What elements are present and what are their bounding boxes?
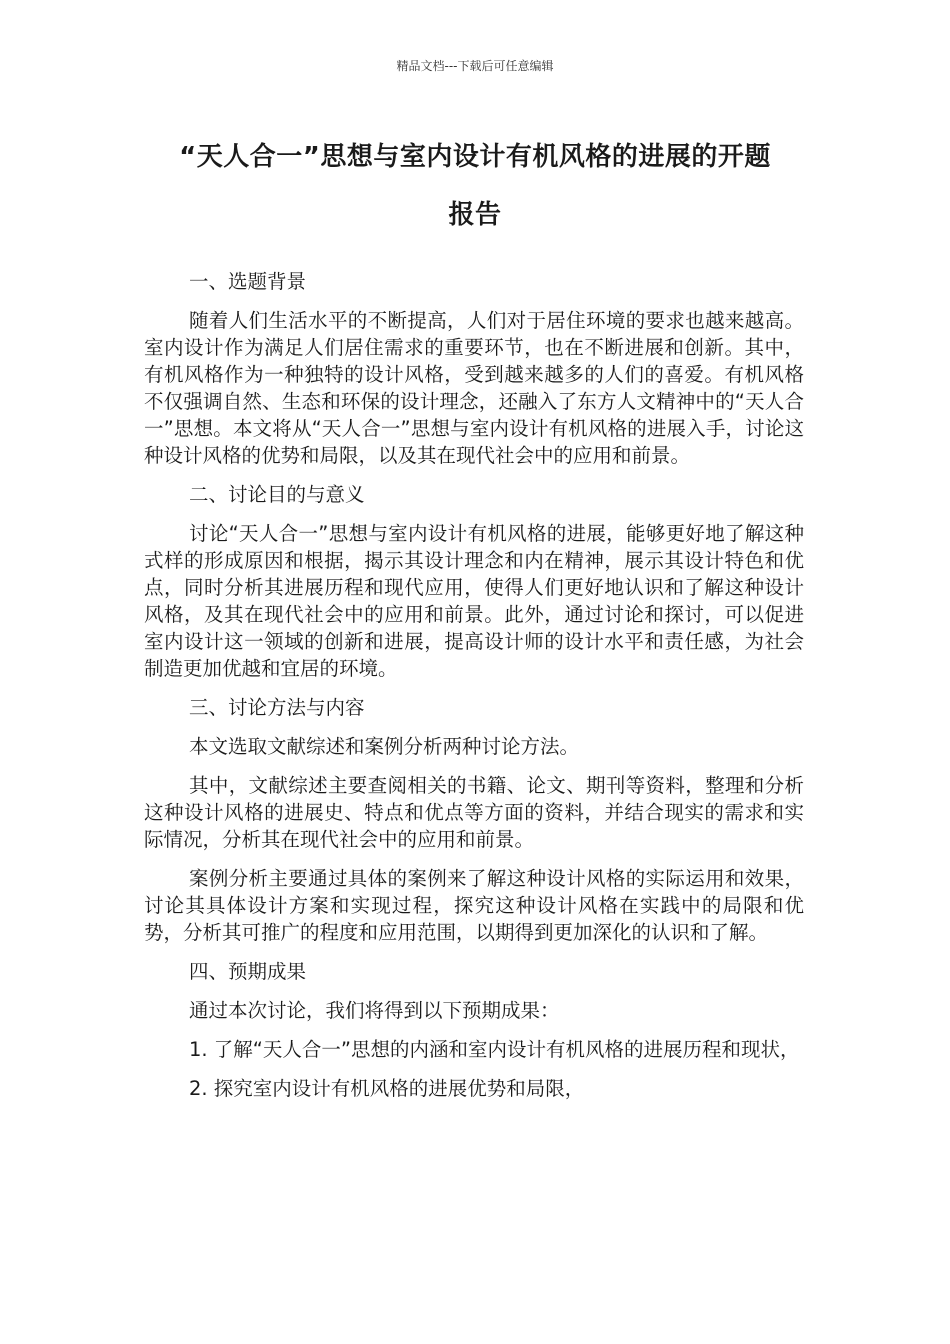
- paragraph: 随着人们生活水平的不断提高，人们对于居住环境的要求也越来越高。室内设计作为满足人们居住需求的重要环节，也在不断进展和创新。其中，有机风格作为一种独特的设计风格，受到越来越多的人们的喜爱。有机风格不仅强调自然、生态和环保的设计理念，还融入了东方人文精神中的“天人合一”思想。本文将从“天人合一”思想与室内设计有机风格的进展入手，讨论这种设计风格的优势和局限，以及其在现代社会中的应用和前景。: [144, 309, 804, 467]
- document-title: [120, 128, 830, 244]
- paragraph: 讨论“天人合一”思想与室内设计有机风格的进展，能够更好地了解这种式样的形成原因和根据，揭示其设计理念和内在精神，展示其设计特色和优点，同时分析其进展历程和现代应用，使得人们更好地认识和了解这种设计风格，及其在现代社会中的应用和前景。此外，通过讨论和探讨，可以促进室内设计这一领域的创新和进展，提高设计师的设计水平和责任感，为社会制造更加优越和宜居的环境。: [144, 522, 804, 680]
- list-item: 2. 探究室内设计有机风格的进展优势和局限，: [189, 1077, 585, 1100]
- section-heading: 二、讨论目的与意义: [189, 483, 365, 506]
- header-note: 精品文档---下载后可任意编辑: [396, 59, 554, 73]
- section-heading: 四、预期成果: [189, 960, 307, 983]
- paragraph: 本文选取文献综述和案例分析两种讨论方法。: [189, 735, 580, 758]
- section-method: [144, 694, 804, 946]
- paragraph: 其中，文献综述主要查阅相关的书籍、论文、期刊等资料，整理和分析这种设计风格的进展史、特点和优点等方面的资料，并结合现实的需求和实际情况，分析其在现代社会中的应用和前景。: [144, 774, 804, 851]
- section-background: [144, 268, 804, 469]
- section-heading: 三、讨论方法与内容: [189, 696, 365, 719]
- paragraph: 案例分析主要通过具体的案例来了解这种设计风格的实际运用和效果，讨论其具体设计方案和实现过程，探究这种设计风格在实践中的局限和优势，分析其可推广的程度和应用范围，以期得到更加深化的认识和了解。: [144, 867, 804, 944]
- list-item: 1. 了解“天人合一”思想的内涵和室内设计有机风格的进展历程和现状，: [189, 1038, 800, 1061]
- title-line-2: 报告: [448, 200, 502, 230]
- section-heading: 一、选题背景: [189, 270, 307, 293]
- section-outcomes: [144, 958, 804, 1102]
- section-purpose: [144, 481, 804, 682]
- document-body: [144, 268, 804, 1114]
- paragraph: 通过本次讨论，我们将得到以下预期成果：: [189, 999, 560, 1022]
- title-line-1: “天人合一”思想与室内设计有机风格的进展的开题: [179, 142, 771, 172]
